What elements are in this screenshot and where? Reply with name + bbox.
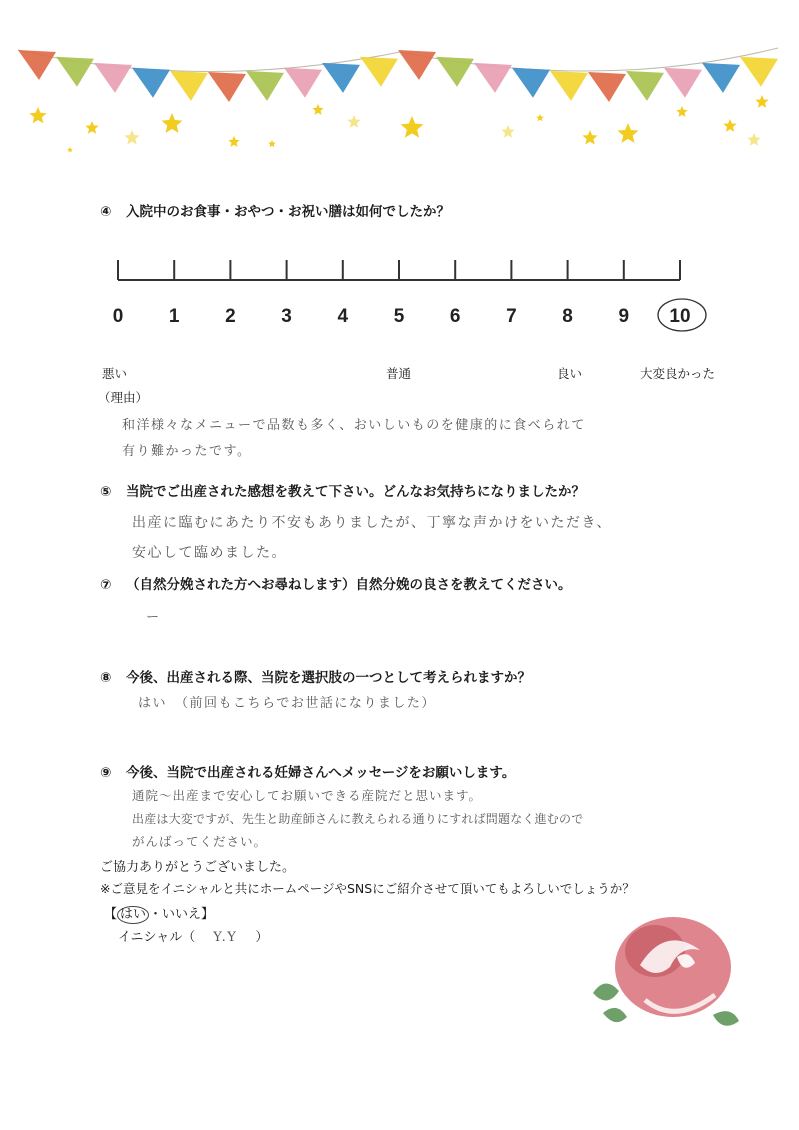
leaf-icon — [593, 983, 619, 1000]
q9-answer-line-2: 出産は大変ですが、先生と助産師さんに教えられる通りにすれば問題なく進むので — [132, 812, 584, 826]
initial-row — [118, 926, 268, 945]
stars-decoration — [29, 95, 768, 152]
question-number: ⑧ — [100, 670, 112, 686]
bunting-flag — [322, 63, 360, 93]
no-option: ・いいえ】 — [149, 907, 215, 922]
q9-answer-line-1: 通院〜出産まで安心してお願いできる産院だと思います。 — [132, 788, 483, 803]
star-icon — [67, 147, 73, 152]
scale-tick-label: 1 — [168, 306, 180, 327]
q4-reason-line-2: 有り難かったです。 — [122, 444, 252, 459]
scale-tick-label: 8 — [562, 306, 573, 327]
scale-tick-label: 10 — [669, 306, 691, 327]
star-icon — [723, 119, 736, 132]
bunting-flag — [550, 71, 588, 101]
bunting-flags — [18, 48, 778, 102]
star-icon — [676, 106, 687, 117]
leaf-icon — [713, 1011, 739, 1026]
star-icon — [124, 130, 139, 145]
anchor-good: 良い — [557, 366, 583, 381]
bunting-flag — [436, 57, 474, 87]
bunting-string — [18, 48, 778, 72]
q4-reason-line-1: 和洋様々なメニューで品数も多く、おいしいものを健康的に食べられて — [122, 418, 586, 433]
bunting-flag — [284, 68, 322, 98]
question-number: ⑤ — [100, 484, 112, 500]
initial-value: Y.Y — [213, 930, 238, 945]
initial-label: イニシャル（ — [118, 930, 196, 945]
sns-permission-notice: ※ご意見をイニシャルと共にホームページやSNSにご紹介させて頂いてもよろしいでしょうか？ — [100, 881, 635, 896]
star-icon — [582, 130, 597, 145]
star-icon — [747, 133, 760, 146]
scale-tick-label: 9 — [618, 306, 630, 327]
question-text: 今後、出産される際、当院を選択肢の一つとして考えられますか？ — [126, 670, 531, 686]
q9-answer-line-3: がんばってください。 — [132, 834, 268, 849]
yes-option-circled: はい — [117, 906, 149, 924]
thanks-text: ご協力ありがとうございました。 — [100, 860, 296, 875]
star-icon — [228, 136, 239, 147]
scale-tick-label: 2 — [225, 306, 236, 327]
bracket-open: 【 — [104, 907, 118, 922]
star-icon — [268, 140, 276, 147]
question-5 — [100, 480, 585, 500]
bunting-flag — [246, 71, 284, 101]
scale-tick-label: 4 — [337, 306, 349, 327]
scale-tick-label: 0 — [112, 306, 124, 327]
bunting-flag — [398, 50, 436, 80]
star-icon — [312, 104, 323, 115]
anchor-normal: 普通 — [386, 366, 412, 381]
bunting-flag — [740, 57, 778, 87]
question-number: ⑨ — [100, 765, 112, 781]
scale-tick-label: 6 — [449, 306, 461, 327]
bunting-flag — [512, 68, 550, 98]
initial-close: ） — [255, 930, 269, 945]
bunting-flag — [18, 50, 56, 80]
anchor-very-good: 大変良かった — [640, 366, 716, 381]
star-icon — [618, 123, 639, 143]
question-4 — [100, 200, 450, 220]
question-number: ⑦ — [100, 577, 112, 593]
scale-tick-label: 7 — [506, 306, 517, 327]
rose-illustration — [585, 905, 745, 1040]
star-icon — [162, 113, 183, 133]
scale-tick-label: 3 — [281, 306, 292, 327]
question-9 — [100, 761, 515, 781]
bunting-flag — [208, 72, 246, 102]
bunting-flag — [170, 71, 208, 101]
bunting-flag — [474, 63, 512, 93]
leaf-icon — [603, 1008, 627, 1022]
star-icon — [501, 125, 514, 138]
question-number: ④ — [100, 204, 112, 220]
star-icon — [347, 115, 360, 128]
question-8 — [100, 666, 531, 686]
bunting-flag — [702, 63, 740, 93]
q7-answer: ー — [146, 610, 161, 625]
star-icon — [29, 107, 46, 123]
bunting-flag — [94, 63, 132, 93]
question-7 — [100, 573, 572, 593]
q5-answer-line-2: 安心して臨めました。 — [132, 545, 287, 561]
question-text: （自然分娩された方へお尋ねします）自然分娩の良さを教えてください。 — [126, 577, 572, 593]
permission-answer — [104, 903, 214, 924]
bunting-decoration — [0, 0, 799, 160]
bunting-flag — [360, 57, 398, 87]
question-text: 当院でご出産された感想を教えて下さい。どんなお気持ちになりましたか？ — [126, 484, 585, 500]
question-text: 入院中のお食事・おやつ・お祝い膳は如何でしたか？ — [126, 204, 450, 220]
star-icon — [755, 95, 768, 108]
q8-answer: はい （前回もこちらでお世話になりました） — [138, 696, 436, 711]
bunting-flag — [626, 71, 664, 101]
star-icon — [85, 121, 98, 134]
bunting-flag — [588, 72, 626, 102]
reason-label: （理由） — [98, 390, 149, 405]
bunting-flag — [56, 57, 94, 87]
anchor-bad: 悪い — [102, 366, 128, 381]
star-icon — [536, 114, 544, 121]
scale-tick-label: 5 — [393, 306, 405, 327]
bunting-flag — [664, 68, 702, 98]
rating-scale — [100, 240, 720, 340]
q5-answer-line-1: 出産に臨むにあたり不安もありましたが、丁寧な声かけをいただき、 — [132, 515, 612, 531]
question-text: 今後、当院で出産される妊婦さんへメッセージをお願いします。 — [126, 765, 516, 781]
star-icon — [401, 116, 424, 138]
bunting-flag — [132, 68, 170, 98]
